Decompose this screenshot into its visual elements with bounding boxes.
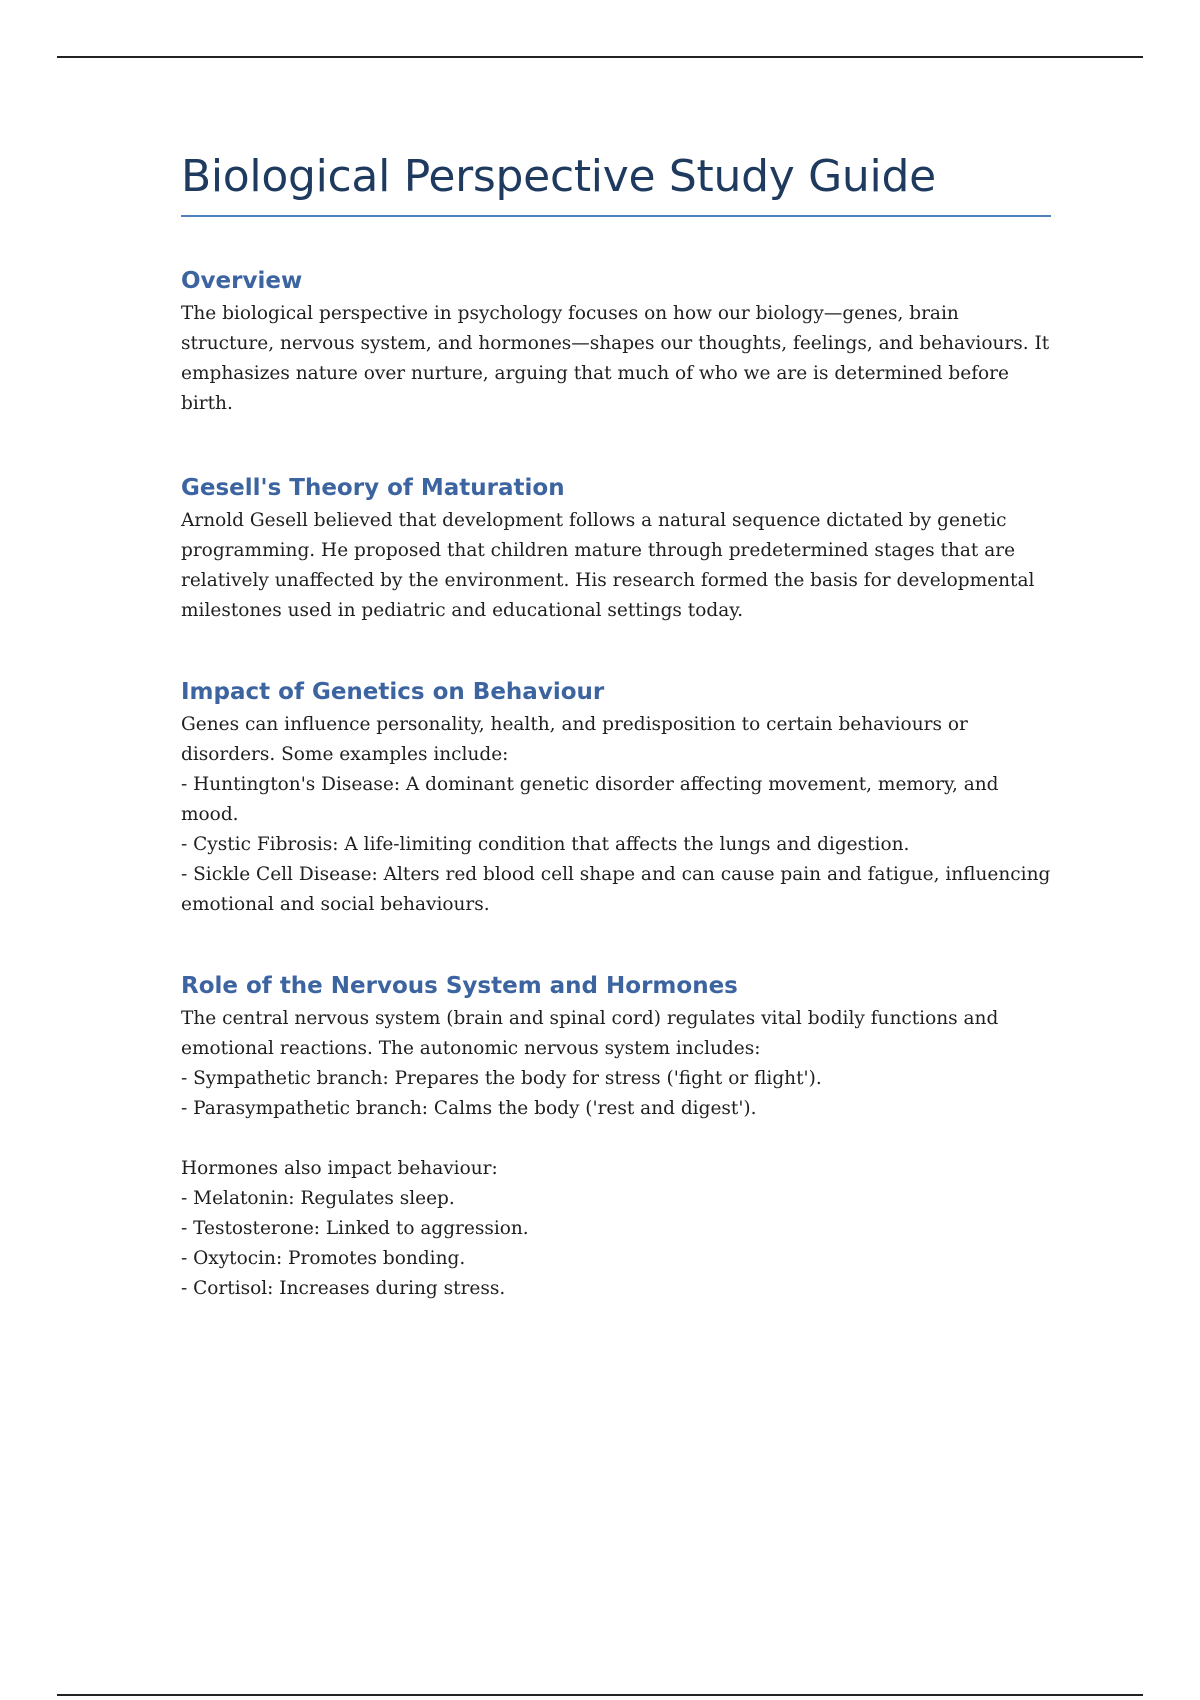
nervous-branches-list	[181, 1064, 1051, 1124]
section-heading-gesell: Gesell's Theory of Maturation	[181, 475, 565, 501]
page-top-rule	[57, 56, 1143, 58]
list-item: - Sickle Cell Disease: Alters red blood cell shape and can cause pain and fatigue, influencing emotional and social behaviours.	[181, 864, 1051, 915]
hormones-list	[181, 1184, 1051, 1304]
document-title: Biological Perspective Study Guide	[181, 151, 936, 202]
section-gesell	[181, 472, 1051, 626]
list-item: - Huntington's Disease: A dominant genetic disorder affecting movement, memory, and mood.	[181, 774, 999, 825]
list-item: - Oxytocin: Promotes bonding.	[181, 1248, 466, 1269]
section-intro-genetics: Genes can influence personality, health, and predisposition to certain behaviours or disorders. Some examples include:	[181, 714, 968, 765]
paragraph-spacer	[181, 1124, 1051, 1152]
section-nervous-system	[181, 970, 1051, 1304]
list-item: - Cortisol: Increases during stress.	[181, 1278, 506, 1299]
genetics-examples-list	[181, 770, 1051, 920]
hormones-intro: Hormones also impact behaviour:	[181, 1158, 498, 1179]
section-heading-nervous-system: Role of the Nervous System and Hormones	[181, 973, 738, 999]
list-item: - Sympathetic branch: Prepares the body for stress ('fight or flight').	[181, 1068, 822, 1089]
list-item: - Testosterone: Linked to aggression.	[181, 1218, 529, 1239]
page-bottom-rule	[57, 1694, 1143, 1696]
document-body	[181, 148, 1051, 1304]
section-body-overview: The biological perspective in psychology focuses on how our biology—genes, brain structure, nervous system, and hormones—shapes our thoughts, feelings, and behaviours. It emphasizes nature over nurture, arguing that much of who we are is determined before birth.	[181, 303, 1050, 414]
list-item: - Parasympathetic branch: Calms the body ('rest and digest').	[181, 1098, 757, 1119]
section-overview	[181, 265, 1051, 419]
section-heading-overview: Overview	[181, 268, 303, 294]
section-body-gesell: Arnold Gesell believed that development follows a natural sequence dictated by genetic programming. He proposed that children mature through predetermined stages that are relatively unaffected by the environment. His research formed the basis for developmental milestones used in pediatric and educational settings today.	[181, 510, 1035, 621]
section-intro-nervous-system: The central nervous system (brain and spinal cord) regulates vital bodily functions and emotional reactions. The autonomic nervous system includes:	[181, 1008, 999, 1059]
list-item: - Melatonin: Regulates sleep.	[181, 1188, 455, 1209]
section-heading-genetics: Impact of Genetics on Behaviour	[181, 679, 605, 705]
title-underline	[181, 215, 1051, 217]
section-genetics	[181, 676, 1051, 920]
list-item: - Cystic Fibrosis: A life-limiting condition that affects the lungs and digestion.	[181, 834, 910, 855]
